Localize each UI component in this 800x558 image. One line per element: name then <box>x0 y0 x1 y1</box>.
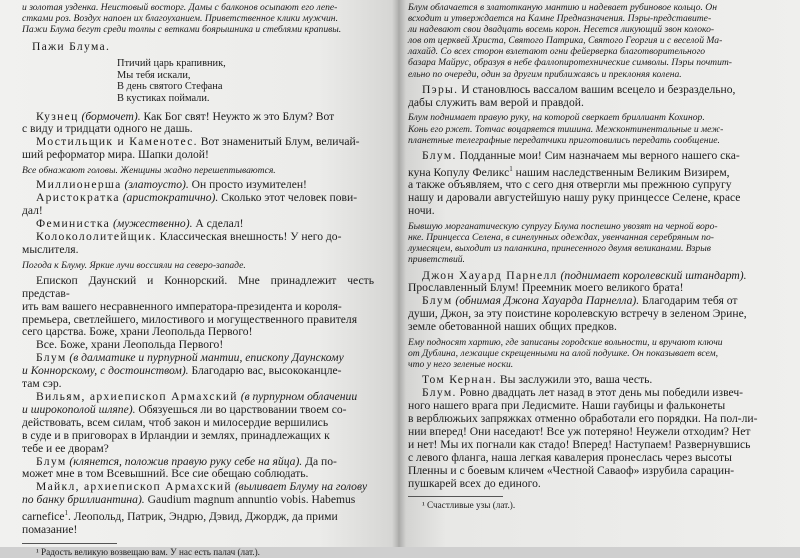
book-gutter <box>392 0 406 547</box>
stage-direction-coronation: Блум облачается в златотканую мантию и надевает рубиновое кольцо. Он всходит и утверждается на Камне Предназначения. Пэры-представите- ли надевают свои двадцать восемь корон. Несется ликующий звон колоко- лов от церквей Христа, Святого Патрика, Святого Георгия и с веселой Ма- лахайд. Со всех сторон взлетают огни фейерверка благотворительного базара Майрус, образуя в небе фаллопиротехнические символы. Пэры почтит- ельно по очереди, один за другим приближаясь и преклоняя колена. <box>408 2 732 80</box>
speech-smith: Кузнец (бормочет). Как Бог свят! Неужто ж это Блум? Вот <box>36 109 335 123</box>
speech-feminist: Феминистка (мужественно). А сделал! <box>36 217 244 230</box>
poem: Птичий царь крапивник, Мы тебя искали, В день святого Стефана В кустиках поймали. <box>117 58 226 104</box>
speech-parnell: Джон Хауард Парнелл (поднимает королевский штандарт). <box>422 268 747 282</box>
footnote-marker: 1 <box>64 509 68 518</box>
speech-peers: Пэры. И становлюсь вассалом вашим всецело и безраздельно, <box>422 82 736 96</box>
speech-bloom-2: Блум (клянется, положив правую руку себе на яйца). Да по- <box>36 454 337 468</box>
speech-bishop: Епископ Даунский и Коннорский. Мне принадлежит честь представ- <box>22 273 374 300</box>
stage-direction-selene: Бывшую морганатическую супругу Блума поспешно увозят на черной воро- нке. Принцесса Селена, в синелунных одеждах, увенчанная серебряным по- лумесяцем, выходит из паланкина, принесенного двумя великанами. Взрыв приветствий. <box>408 221 718 266</box>
stage-direction-charter: Ему подносят хартию, где записаны городские вольности, и вручают ключи от Дублина, лежащие скрещенными на алой подушке. Он показывает всем, что у него зеленые носки. <box>408 337 723 371</box>
speech-kernan: Том Кернан. Вы заслужили это, ваша честь. <box>422 373 653 387</box>
stage-direction-kohinoor: Блум поднимает правую руку, на которой сверкает бриллиант Кохинор. Конь его ржет. Тотчас воцаряется тишина. Межконтинентальные и меж- планетные телеграфные передатчики приготовились передать сообщение. <box>408 112 724 146</box>
speech-bloom-1: Блум (в далматике и пурпурной мантии, епископу Даунскому <box>36 351 344 365</box>
stage-direction-weather: Погода к Блуму. Яркие лучи воссияли на северо-западе. <box>22 259 246 271</box>
stage-direction-crowd: и золотая узденка. Неистовый восторг. Дамы с балконов осыпают его лепе- стками роз. Воздух напоен их благоуханием. Приветственное клики мужчин. Пажи Блума бегут среди толпы с ветками боярышника и стеблями крапивы. <box>22 2 342 36</box>
speech-bloom-4: Блум (обнимая Джона Хауарда Парнелла). Благодарим тебя от <box>422 294 738 308</box>
left-column: и золотая узденка. Неистовый восторг. Дамы с балконов осыпают его лепе- стками роз. Воздух напоен их благоуханием. Приветственное клики мужчин. Пажи Блума бегут среди толпы с ветками боярышника и стеблями крапивы. Пажи Блума. Птичий царь крапивник, Мы тебя искали, В день святого Стефана В кустиках поймали. Кузнец (бормочет). Как Бог свят! Неужто ж это Блум? Вот с виду и тридцати одного не дашь. Мостильщик и Каменотес. Вот знаменитый Блум, величай- ший реформатор мира. Шапки долой! Все обнажают головы. Женщины жадно перешептываются. Миллионерша (златоусто). Он просто изумителен! Аристократка (аристократично). Сколько этот человек пови- дал! Феминистка (мужественно). А сделал! Колокололитейщик. Классическая внешность! У него до- мыслителя. Погода к Блуму. Яркие лучи воссияли на северо-западе. Епископ Даунский и Коннорский. Мне принадлежит честь представ- ить вам вашего несравненного императора-президента и короля- премьера, светлейшего, милостивого и могущественного правителя сего царства. Боже, храни Леопольда Первого! Все. Боже, храни Леопольда Первого! Блум (в далматике и пурпурной мантии, епископу Даунскому и Коннорскому, с достоинством). Благодарю вас, высококанцле- там сэр. Вильям, архиепископ Армахский (в пурпурном облачении и широкополой шляпе). Обязуешься ли во царствовании твоем со- действовать, всем силам, чтоб закон и милосердие вершились в суде и в приговорах в Ирландии и землях, принадлежащих к тебе и ее дворам? Блум (клянется, положив правую руку себе на яйца). Да по- может мне в том Всевышний. Все сие обещаю соблюдать. Майкл, архиепископ Армахский (выливает Блуму на голову по банку бриллиантина). Gaudium magnum annuntio vobis. Habemus carnefice$^1$. Леопольд, Патрик, Эндрю, Дэвид, Джордж, да прими помазание! ¹ Радость великую возвещаю вам. У нас есть палач (лат.). <box>22 2 374 557</box>
speech-millionaire: Миллионерша (златоусто). Он просто изумителен! <box>36 178 307 192</box>
speech-aristocrat: Аристократка (аристократично). Сколько этот человек пови- <box>36 191 358 205</box>
pages-heading: Пажи Блума. <box>32 40 111 54</box>
speech-bloom-5: Блум. Ровно двадцать лет назад в этот день мы победили извеч- <box>422 386 744 400</box>
stage-direction-bare: Все обнажают головы. Женщины жадно перешептываются. <box>22 165 276 177</box>
footnote-divider-right <box>408 496 503 497</box>
footnote-divider <box>22 543 117 544</box>
footnote-right: ¹ Счастливые узы (лат.). <box>422 500 516 511</box>
left-page <box>0 0 398 557</box>
right-page <box>398 0 800 547</box>
footnote-left: ¹ Радость великую возвещаю вам. У нас есть палач (лат.). <box>36 546 260 557</box>
right-column: Блум облачается в златотканую мантию и надевает рубиновое кольцо. Он всходит и утверждается на Камне Предназначения. Пэры-представите- ли надевают свои двадцать восемь корон. Несется ликующий звон колоко- лов от церквей Христа, Святого Патрика, Святого Георгия и с веселой Ма- лахайд. Со всех сторон взлетают огни фейерверка благотворительного базара Майрус, образуя в небе фаллопиротехнические символы. Пэры почтит- ельно по очереди, один за другим приближаясь и преклоняя колена. Пэры. И становлюсь вассалом вашим всецело и безраздельно, дабы служить вам верой и правдой. Блум поднимает правую руку, на которой сверкает бриллиант Кохинор. Конь его ржет. Тотчас воцаряется тишина. Межконтинентальные и меж- планетные телеграфные передатчики приготовились передать сообщение. Блум. Подданные мои! Сим назначаем мы верного нашего ска- куна Копулу Феликс$^1$ нашим наследственным Великим Визирем, а также объявляем, что с сего дня отвергли мы прежнюю супругу нашу и даровали августейшую нашу руку принцессе Селене, красе ночи. Бывшую морганатическую супругу Блума поспешно увозят на черной воро- нке. Принцесса Селена, в синелунных одеждах, увенчанная серебряным по- лумесяцем, выходит из паланкина, принесенного двумя великанами. Взрыв приветствий. Джон Хауард Парнелл (поднимает королевский штандарт). Прославленный Блум! Преемник моего великого брата! Блум (обнимая Джона Хауарда Парнелла). Благодарим тебя от души, Джон, за эту поистине королевскую встречу в зеленом Эрине, земле обетованной наших общих предков. Ему подносят хартию, где записаны городские вольности, и вручают ключи от Дублина, лежащие скрещенными на алой подушке. Он показывает всем, что у него зеленые носки. Том Кернан. Вы заслужили это, ваша честь. Блум. Ровно двадцать лет назад в этот день мы победили извеч- ного нашего врага при Ледисмите. Наши гаубицы и фальконеты в верблюжьих запряжках отменно обработали его порядки. На пол-ли- нии вперед! Они наседают! Все уж потеряно! Неужели отходим? Нет и нет! Мы их погнали как стадо! Вперед! Наступаем! Развернувшись с левого фланга, наша легкая кавалерия пронеслась через высоты Пленны и с боевым кличем «Честной Саваоф» изрубила сарацин- пушкарей всех до единого. ¹ Счастливые узы (лат.). <box>408 0 778 511</box>
speech-bloom-3: Блум. Подданные мои! Сим назначаем мы верного нашего ска- <box>422 148 740 162</box>
speech-all: Все. Боже, храни Леопольда Первого! <box>36 338 224 352</box>
speech-william: Вильям, архиепископ Армахский (в пурпурном облачении <box>36 389 358 403</box>
speech-mason: Мостильщик и Каменотес. Вот знаменитый Блум, величай- <box>36 135 360 149</box>
speech-michael: Майкл, архиепископ Армахский (выливает Блуму на голову <box>36 480 368 494</box>
speech-bellfounder: Колокололитейщик. Классическая внешность! У него до- <box>36 229 342 243</box>
